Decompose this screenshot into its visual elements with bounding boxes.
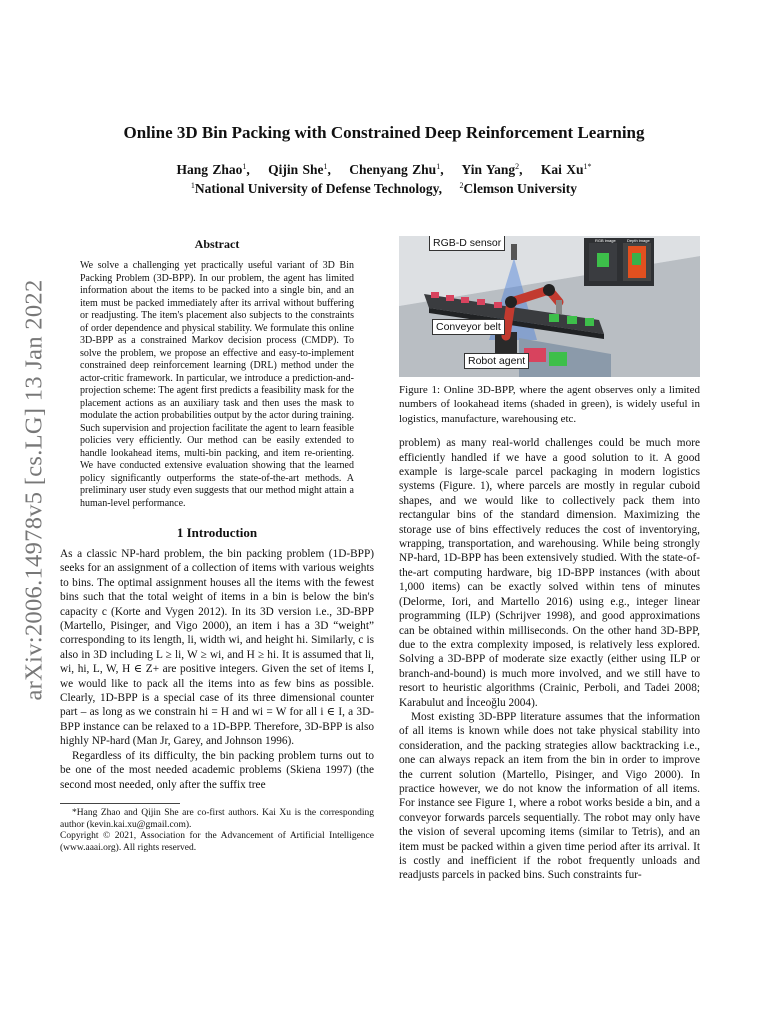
body-paragraph: Most existing 3D-BPP literature assumes that the information of all items is known while does not take physical stability into consideration, and the packing strategies allow backtracking i.e., one can always repack an item from the bin in order to improve the current solution (Martello, Pisinger, and Vigo 2000). In practice however, we do not know the information of all items. For instance see Figure 1, where a robot works beside a bin, and a conveyor forwards parcels sequentially. The robot may only have the vision of several upcoming items (similar to Tetris), and an item must be packed within a given time period after its arrival. It is costly and inefficient if the robot frequently unloads and readjusts parcels in packed bins. Such constraints fur- (399, 710, 700, 882)
affiliation: $^2$Clemson University (459, 181, 578, 196)
author: Chenyang Zhu$^1$, (349, 162, 444, 177)
figure-label-rgb-image: RGB image (595, 238, 616, 243)
footnote-divider (60, 803, 180, 804)
abstract-text: We solve a challenging yet practically useful variant of 3D Bin Packing Problem (3D-BPP). In our problem, the agent has limited information about the items to be packed into a single bin, and an item must be packed immediately after its arrival without buffering or readjusting. The item's placement also subjects to the constraints of order dependence and physical stability. We formulate this online 3D-BPP as a constrained Markov decision process (CMDP). To solve the problem, we propose an effective and easy-to-implement constrained deep reinforcement learning (DRL) method under the actor-critic framework. In particular, we introduce a prediction-and-projection scheme: The agent first predicts a feasibility mask for the placement actions as an auxiliary task and then uses the mask to modulate the action probabilities output by the actor during training. Such supervision and projection facilitate the agent to learn feasible policies very efficiently. Our method can be easily extended to handle lookahead items, multi-bin packing, and item re-orienting. We have conducted extensive evaluation showing that the learned policy significantly outperforms the state-of-the-art methods. A preliminary user study even suggests that our method might attain a human-level performance. (80, 260, 354, 509)
affiliation-list (60, 181, 708, 197)
arxiv-stamp (10, 275, 60, 705)
author: Qijin She$^1$, (268, 162, 331, 177)
paper-title: Online 3D Bin Packing with Constrained Deep Reinforcement Learning (123, 123, 645, 142)
author: Hang Zhao$^1$, (176, 162, 250, 177)
robot-scene-illustration (399, 236, 700, 377)
right-column (399, 236, 700, 883)
left-column (60, 237, 374, 854)
figure-label-depth-image: Depth image (627, 238, 650, 243)
footnote-copyright: Copyright © 2021, Association for the Advancement of Artificial Intelligence (www.aaai.org). All rights reserved. (60, 831, 374, 853)
figure-label-robot: Robot agent (464, 353, 529, 369)
figure-label-conveyor: Conveyor belt (432, 319, 505, 335)
abstract-heading: Abstract (194, 237, 240, 251)
figure-label-sensor: RGB-D sensor (429, 236, 505, 251)
figure-caption: Figure 1: Online 3D-BPP, where the agent observes only a limited numbers of lookahead items (shaded in green), is widely useful in logistics, manufacture, warehousing etc. (399, 384, 700, 425)
figure-1-image (399, 236, 700, 377)
author: Yin Yang$^2$, (461, 162, 523, 177)
footnote-authors: *Hang Zhao and Qijin She are co-first authors. Kai Xu is the corresponding author (kevin.kai.xu@gmail.com). (60, 807, 374, 830)
affiliation: $^1$National University of Defense Technology, (190, 181, 443, 196)
author-list (60, 162, 708, 178)
intro-paragraph: Regardless of its difficulty, the bin packing problem turns out to be one of the most needed academic problems (Skiena 1997) (the second most needed, only after the suffix tree (60, 749, 374, 791)
author: Kai $Xu^{1*}$ (540, 162, 592, 177)
arxiv-id: arXiv:2006.14978v5 [cs.LG] 13 Jan 2022 (21, 279, 49, 701)
section-heading-introduction: 1 Introduction (176, 525, 258, 540)
body-paragraph: problem) as many real-world challenges could be much more efficiently handled if we have a good solution to it. A good example is large-scale parcel packaging in modern logistics systems (Figure. 1), where parcels are mostly in regular cuboid shapes, and we would like to collectively pack them into rectangular bins of the standard dimension. Maximizing the storage use of bins effectively reduces the cost of inventorying, wrapping, transportation, and warehousing. While being strongly NP-hard, 1D-BPP has been extensively studied. With the state-of-the-art computing hardware, big 1D-BPP instances (with about 1,000 items) can be exactly solved within tens of minutes (Delorme, Iori, and Martello 2016) using e.g., integer linear programming (ILP) (Schrijver 1998), and good approximations can be obtained within milliseconds. On the other hand 3D-BPP, due to the extra complexity imposed, is relatively less explored. Solving a 3D-BPP of moderate size exactly (either using ILP or branch-and-bound) is much more involved, and we still have to resort to heuristic algorithms (Crainic, Perboli, and Tadei 2008; Karabulut and İnceoğlu 2004). (399, 437, 700, 709)
intro-paragraph: As a classic NP-hard problem, the bin packing problem (1D-BPP) seeks for an assignment of a collection of items with various weights to bins. The optimal assignment houses all the items with the fewest bins such that the total weight of items in a bin is below the bin's capacity c (Korte and Vygen 2012). In its 3D version i.e., 3D-BPP (Martello, Pisinger, and Vigo 2000), an item i has a 3D “weight” corresponding to its length, li, width wi, and height hi. Similarly, c is also in 3D including L ≥ li, W ≥ wi, and H ≥ hi. It is assumed that li, wi, hi, L, W, H ∈ Z+ are positive integers. Given the set of items I, we would like to pack all the items into as few bins as possible. Clearly, 1D-BPP is a special case of its three dimensional counter part – as long as we constrain hi = H and wi = W for all i ∈ I, a 3D-BPP instance can be relaxed to a 1D-BPP. Therefore, 3D-BPP is also highly NP-hard (Man Jr, Garey, and Johnson 1996). (60, 548, 374, 748)
